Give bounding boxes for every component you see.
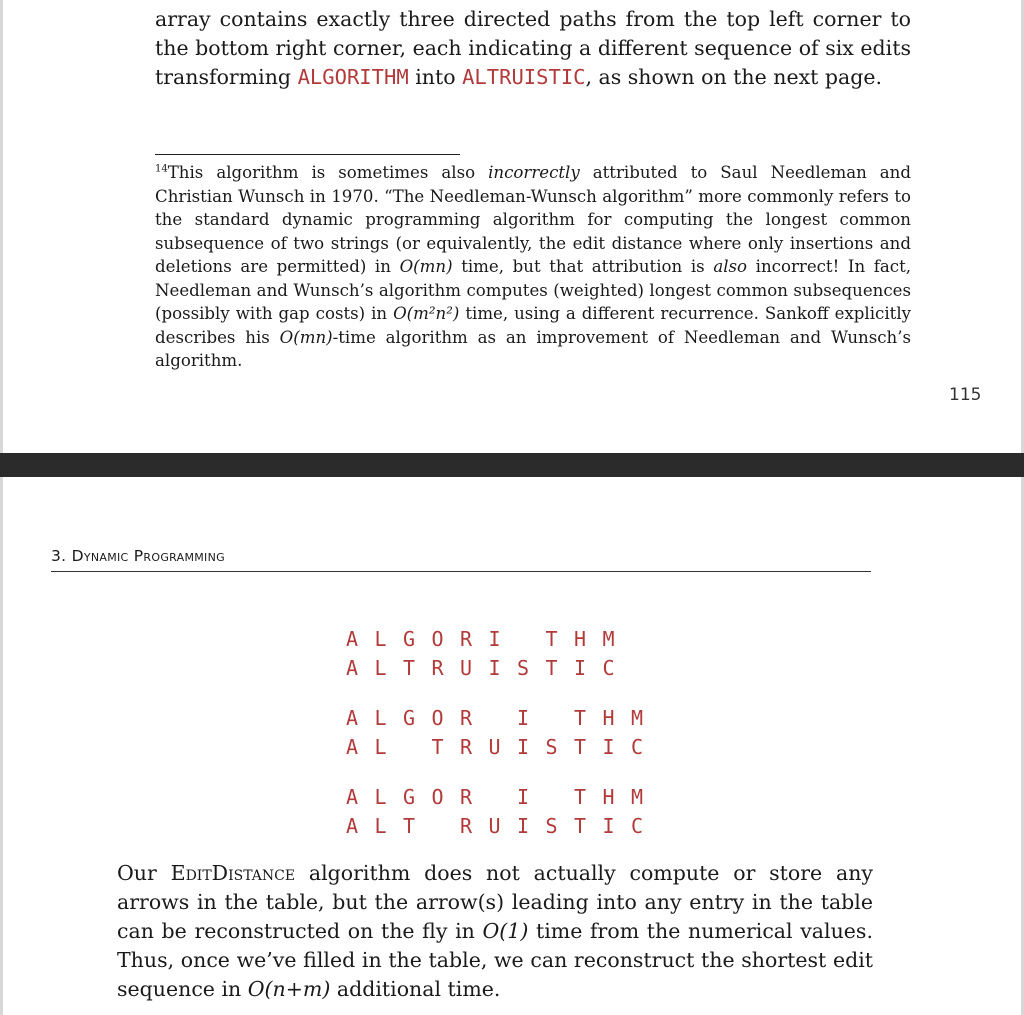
footnote-number: 14 — [155, 163, 168, 175]
alignment-letter: O — [431, 627, 444, 651]
alignment-letter: T — [431, 735, 444, 759]
alignment-letter: H — [573, 627, 587, 651]
alignment-letter: U — [459, 656, 473, 680]
alignment-letter: A — [345, 735, 359, 759]
fn-text: time, using a different recurrence. Sankoff explicitly describes his — [155, 304, 911, 347]
footnote — [155, 161, 911, 373]
alignment-letter: T — [402, 814, 416, 838]
alignment-letter: S — [545, 814, 558, 838]
alignment-letter: I — [488, 656, 501, 680]
top-paragraph — [155, 5, 911, 92]
header-rule — [51, 571, 871, 572]
alignment-letter: C — [602, 656, 615, 680]
para-text: time from the numerical values. Thus, once we’ve filled in the table, we can reconstruct the shortest edit sequence in — [117, 919, 873, 1001]
alignment-letter: G — [402, 785, 416, 809]
fn-text: incorrect! In fact, Needleman and Wunsch’s algorithm computes (weighted) longest common subsequences (possibly with gap costs) in — [155, 257, 912, 323]
alignment-letter: O — [431, 706, 444, 730]
code-word-algorithm: ALGORITHM — [297, 65, 409, 89]
alignment-letter: I — [602, 735, 615, 759]
alignment-letter: I — [516, 814, 530, 838]
alignment-letter: G — [402, 627, 416, 651]
page-gap — [0, 453, 1024, 477]
page-bottom — [3, 477, 1021, 1015]
alignment-letter: A — [345, 785, 359, 809]
alignment-letter: U — [488, 735, 501, 759]
fn-text: This algorithm is sometimes also — [167, 163, 476, 182]
alignment-letter: I — [602, 814, 615, 838]
alignment-letter: H — [602, 706, 615, 730]
alignment-letter: S — [516, 656, 530, 680]
footnote-rule — [155, 154, 460, 155]
alignment-letter: L — [374, 814, 387, 838]
alignment-letter: A — [345, 706, 359, 730]
alignment-letter: U — [488, 814, 501, 838]
alignment-letter: M — [630, 785, 644, 809]
alignment-letter: T — [573, 814, 587, 838]
bottom-paragraph — [117, 859, 873, 1004]
alignment-letter: R — [459, 627, 473, 651]
alignment-letter: S — [545, 735, 558, 759]
running-head: 3. Dynamic Programming — [51, 547, 225, 565]
alignment-letter: R — [459, 814, 473, 838]
alignment-letter: L — [374, 706, 387, 730]
alignment-letter: T — [573, 735, 587, 759]
code-word-altruistic: ALTRUISTIC — [462, 65, 586, 89]
alignment-letter: I — [573, 656, 587, 680]
alignment-letter: I — [516, 706, 530, 730]
alignment-letter: L — [374, 656, 387, 680]
alignment-letter: T — [545, 656, 558, 680]
alignment-letter: T — [402, 656, 416, 680]
alignment-letter: I — [516, 785, 530, 809]
alignment-letter: H — [602, 785, 615, 809]
alignment-letter: L — [374, 627, 387, 651]
alignment-letter: G — [402, 706, 416, 730]
alignment-letter: I — [516, 735, 530, 759]
alignment-letter: C — [630, 735, 644, 759]
alignment-letter: A — [345, 656, 359, 680]
alignment-letter: R — [431, 656, 444, 680]
alignment-letter: T — [545, 627, 558, 651]
para-text: algorithm does not actually compute or store any arrows in the table, but the arrow(s) leading into any entry in the table can be reconstructed on the fly in — [117, 861, 873, 943]
alignment-letter: T — [573, 785, 587, 809]
para-text: into — [415, 65, 456, 89]
alignment-letter: L — [374, 735, 387, 759]
para-text: array contains exactly three directed paths from the top left corner to the bottom right corner, each indicating a different sequence of six edits transforming — [155, 7, 911, 89]
math: O(1) — [482, 919, 529, 943]
alignment-letter: I — [488, 627, 501, 651]
alignment-letter: A — [345, 627, 359, 651]
alignment-letter: L — [374, 785, 387, 809]
alignment-letter: R — [459, 706, 473, 730]
alignment-letter: M — [630, 706, 644, 730]
fn-emph: also — [713, 257, 748, 276]
page-top — [3, 0, 1021, 454]
alignment-letter: C — [630, 814, 644, 838]
fn-math: O(m²n²) — [393, 304, 460, 323]
para-text: additional time. — [336, 977, 501, 1001]
alignment-letter: A — [345, 814, 359, 838]
fn-math: O(mn) — [279, 327, 333, 347]
fn-text: time, but that attribution is — [461, 257, 705, 276]
alignment-letter: R — [459, 735, 473, 759]
fn-emph: incorrectly — [488, 163, 580, 182]
page-number: 115 — [949, 385, 982, 405]
fn-text: attributed to Saul Needleman and Christian Wunsch in 1970. “The Needleman-Wunsch algorithm” more commonly refers to the standard dynamic programming algorithm for computing the longest common subsequence of two strings (or equivalently, the edit distance where only insertions and deletions are permitted) in — [155, 163, 911, 276]
alignment-letter: T — [573, 706, 587, 730]
para-text: , as shown on the next page. — [585, 65, 883, 89]
fn-math: O(mn) — [399, 257, 453, 276]
alignment-letter: O — [431, 785, 444, 809]
math: O(n+m) — [247, 977, 331, 1001]
alignment-letter: M — [602, 627, 615, 651]
alignment-letter: R — [459, 785, 473, 809]
fn-text: -time algorithm as an improvement of Needleman and Wunsch’s algorithm. — [155, 327, 912, 370]
para-text: Our — [117, 861, 157, 885]
algorithm-name: EditDistance — [170, 861, 296, 885]
